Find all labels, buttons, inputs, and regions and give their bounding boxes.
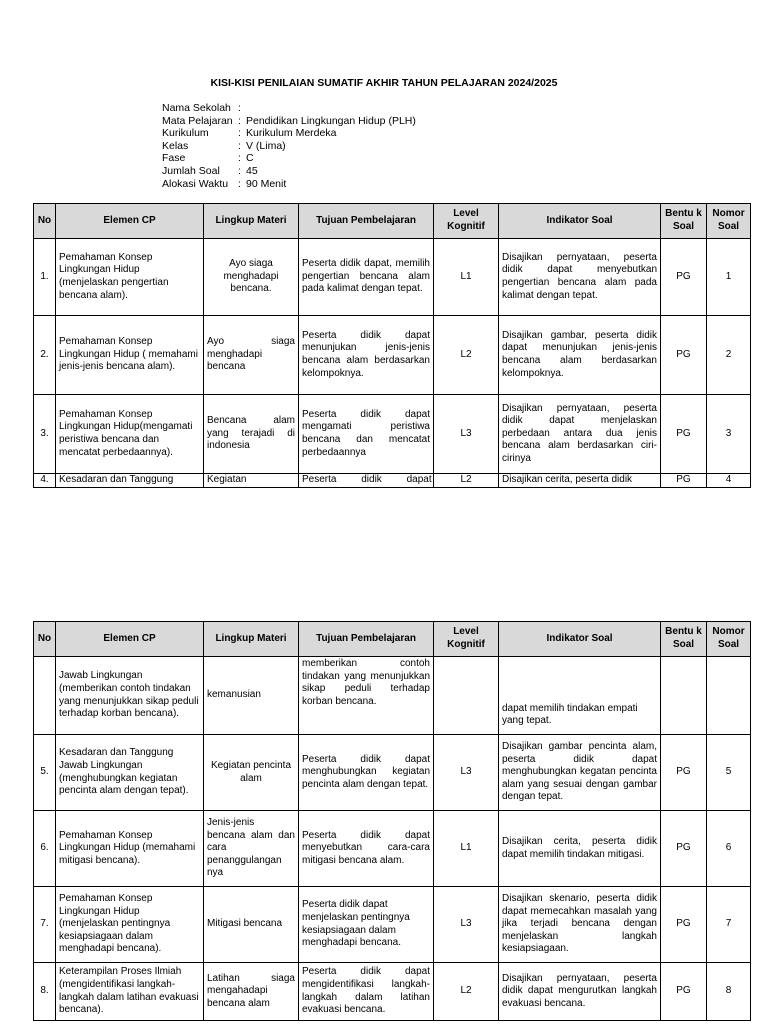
cell-no: 5. [34,735,56,811]
cell-bentuk-soal: PG [661,735,707,811]
meta-sep: : [238,177,241,190]
cell-no [34,657,56,735]
cell-indikator-soal: Disajikan gambar, peserta didik dapat menunjukan jenis-jenis bencana alam berdasarkan kelompoknya. [499,316,661,395]
cell-lingkup-materi: Jenis-jenis bencana alam dan cara penanggulangan nya [204,811,299,887]
header-indikator-soal: Indikator Soal [499,204,661,239]
cell-bentuk-soal [661,657,707,735]
header-bentuk-soal: Bentu k Soal [661,204,707,239]
meta-sep: : [238,152,241,165]
table-row [34,395,751,474]
meta-row-kelas [162,140,416,153]
cell-level-kognitif: L1 [434,811,499,887]
meta-value: C [246,152,254,165]
cell-tujuan-pembelajaran: Peserta didik dapat [299,474,434,488]
header-tujuan-pembelajaran: Tujuan Pembelajaran [299,622,434,657]
cell-nomor-soal: 1 [707,239,751,316]
cell-elemen-cp: Pemahaman Konsep Lingkungan Hidup (menjelaskan pengertian bencana alam). [56,239,204,316]
meta-sep: : [238,164,241,177]
meta-key: Mata Pelajaran [162,114,233,127]
kisi-kisi-table-page-1 [33,203,751,488]
cell-elemen-cp: Pemahaman Konsep Lingkungan Hidup(mengamati peristiwa bencana dan mencatat perbedaannya). [56,395,204,474]
meta-row-mata-pelajaran [162,115,416,128]
meta-sep: : [238,139,241,152]
header-elemen-cp: Elemen CP [56,204,204,239]
cell-tujuan-pembelajaran: memberikan contoh tindakan yang menunjukkan sikap peduli terhadap korban bencana. [299,657,434,735]
cell-no: 4. [34,474,56,488]
cell-elemen-cp: Keterampilan Proses Ilmiah (mengidentifikasi langkah-langkah dalam latihan evakuasi bencana). [56,963,204,1021]
cell-lingkup-materi: Latihan siaga mengahadapi bencana alam [204,963,299,1021]
meta-value: Pendidikan Lingkungan Hidup (PLH) [246,114,416,127]
cell-indikator-soal: Disajikan pernyataan, peserta didik dapat menjelaskan perbedaan antara dua jenis bencana alam berdasarkan ciri-cirinya [499,395,661,474]
meta-row-jumlah-soal [162,165,416,178]
header-nomor-soal: Nomor Soal [707,622,751,657]
cell-no: 8. [34,963,56,1021]
meta-value: V (Lima) [246,139,286,152]
cell-nomor-soal [707,657,751,735]
cell-elemen-cp: Pemahaman Konsep Lingkungan Hidup (menjelaskan pentingnya kesiapsiagaan dalam menghadapi bencana). [56,887,204,963]
cell-indikator-soal: Disajikan gambar pencinta alam, peserta didik dapat menghubungkan kegatan pencinta alam yang sesuai dengan gambar dengan tepat. [499,735,661,811]
meta-key: Fase [162,152,186,165]
header-level-kognitif: Level Kognitif [434,622,499,657]
cell-bentuk-soal: PG [661,239,707,316]
meta-row-kurikulum [162,127,416,140]
cell-lingkup-materi: Ayo siaga menghadapi bencana [204,316,299,395]
cell-indikator-soal: Disajikan pernyataan, peserta didik dapat menyebutkan pengertian bencana alam pada kalimat dengan tepat. [499,239,661,316]
cell-tujuan-pembelajaran: Peserta didik dapat mengamati peristiwa bencana dan mencatat perbedaannya [299,395,434,474]
cell-no: 1. [34,239,56,316]
header-lingkup-materi: Lingkup Materi [204,204,299,239]
meta-value: Kurikulum Merdeka [246,127,337,140]
meta-key: Kelas [162,139,189,152]
cell-tujuan-pembelajaran: Peserta didik dapat menyebutkan cara-cara mitigasi bencana alam. [299,811,434,887]
header-lingkup-materi: Lingkup Materi [204,622,299,657]
cell-tujuan-pembelajaran: Peserta didik dapat menunjukan jenis-jenis bencana alam berdasarkan kelompoknya. [299,316,434,395]
cell-lingkup-materi: Ayo siaga menghadapi bencana. [204,239,299,316]
cell-nomor-soal: 2 [707,316,751,395]
cell-tujuan-pembelajaran: Peserta didik dapat menghubungkan kegiatan pencinta alam dengan tepat. [299,735,434,811]
header-no: No [34,622,56,657]
header-nomor-soal: Nomor Soal [707,204,751,239]
cell-level-kognitif: L1 [434,239,499,316]
cell-level-kognitif: L3 [434,395,499,474]
cell-elemen-cp: Pemahaman Konsep Lingkungan Hidup ( memahami jenis-jenis bencana alam). [56,316,204,395]
header-level-kognitif: Level Kognitif [434,204,499,239]
cell-bentuk-soal: PG [661,963,707,1021]
cell-nomor-soal: 3 [707,395,751,474]
cell-no: 6. [34,811,56,887]
cell-indikator-soal: Disajikan skenario, peserta didik dapat memecahkan masalah yang jika terjadi bencana dengan menjelaskan langkah kesiapsiagaan. [499,887,661,963]
meta-sep: : [238,102,241,114]
kisi-kisi-table-page-2 [33,621,751,1021]
cell-level-kognitif [434,657,499,735]
cell-elemen-cp: Kesadaran dan Tanggung [56,474,204,488]
table-row [34,887,751,963]
cell-level-kognitif: L2 [434,474,499,488]
cell-lingkup-materi: Kegiatan [204,474,299,488]
meta-value: 45 [246,164,258,177]
table-row [34,474,751,488]
cell-lingkup-materi: Kegiatan pencinta alam [204,735,299,811]
meta-key: Kurikulum [162,127,209,140]
cell-level-kognitif: L2 [434,963,499,1021]
meta-sep: : [238,127,241,140]
cell-indikator-soal: Disajikan pernyataan, peserta didik dapat mengurutkan langkah evakuasi bencana. [499,963,661,1021]
cell-indikator-soal: Disajikan cerita, peserta didik [499,474,661,488]
meta-key: Nama Sekolah [162,102,231,114]
cell-bentuk-soal: PG [661,811,707,887]
document-meta [162,102,416,190]
cell-nomor-soal: 8 [707,963,751,1021]
meta-sep: : [238,114,241,127]
table-row [34,811,751,887]
cell-tujuan-pembelajaran: Peserta didik dapat mengidentifikasi langkah-langkah dalam latihan evakuasi bencana. [299,963,434,1021]
cell-indikator-soal: Disajikan cerita, peserta didik dapat memilih tindakan mitigasi. [499,811,661,887]
cell-elemen-cp: Kesadaran dan Tanggung Jawab Lingkungan (menghubungkan kegiatan pencinta alam dengan tepat). [56,735,204,811]
cell-bentuk-soal: PG [661,316,707,395]
cell-elemen-cp: Pemahaman Konsep Lingkungan Hidup (memahami mitigasi bencana). [56,811,204,887]
cell-bentuk-soal: PG [661,887,707,963]
meta-row-nama-sekolah [162,102,416,115]
cell-level-kognitif: L3 [434,735,499,811]
header-indikator-soal: Indikator Soal [499,622,661,657]
cell-nomor-soal: 7 [707,887,751,963]
meta-value: 90 Menit [246,177,287,190]
meta-key: Alokasi Waktu [162,177,229,190]
cell-nomor-soal: 5 [707,735,751,811]
header-tujuan-pembelajaran: Tujuan Pembelajaran [299,204,434,239]
meta-key: Jumlah Soal [162,164,220,177]
cell-indikator-soal: dapat memilih tindakan empati yang tepat. [499,657,661,735]
header-no: No [34,204,56,239]
cell-nomor-soal: 4 [707,474,751,488]
table-row [34,735,751,811]
table-row [34,316,751,395]
header-bentuk-soal: Bentu k Soal [661,622,707,657]
meta-row-fase [162,152,416,165]
table-row [34,239,751,316]
table-header-row [34,622,751,657]
cell-no: 7. [34,887,56,963]
cell-lingkup-materi: Bencana alam yang terajadi di indonesia [204,395,299,474]
meta-row-alokasi-waktu [162,178,416,191]
cell-bentuk-soal: PG [661,474,707,488]
cell-lingkup-materi: kemanusian [204,657,299,735]
cell-tujuan-pembelajaran: Peserta didik dapat menjelaskan pentingnya kesiapsiagaan dalam menghadapi bencana. [299,887,434,963]
header-elemen-cp: Elemen CP [56,622,204,657]
document-title: KISI-KISI PENILAIAN SUMATIF AKHIR TAHUN PELAJARAN 2024/2025 [210,77,558,89]
table-header-row [34,204,751,239]
cell-tujuan-pembelajaran: Peserta didik dapat, memilih pengertian bencana alam pada kalimat dengan tepat. [299,239,434,316]
table-row [34,657,751,735]
cell-level-kognitif: L3 [434,887,499,963]
cell-lingkup-materi: Mitigasi bencana [204,887,299,963]
cell-level-kognitif: L2 [434,316,499,395]
table-row [34,963,751,1021]
cell-no: 2. [34,316,56,395]
cell-no: 3. [34,395,56,474]
cell-nomor-soal: 6 [707,811,751,887]
cell-bentuk-soal: PG [661,395,707,474]
cell-elemen-cp: Jawab Lingkungan (memberikan contoh tindakan yang menunjukkan sikap peduli terhadap korban bencana). [56,657,204,735]
